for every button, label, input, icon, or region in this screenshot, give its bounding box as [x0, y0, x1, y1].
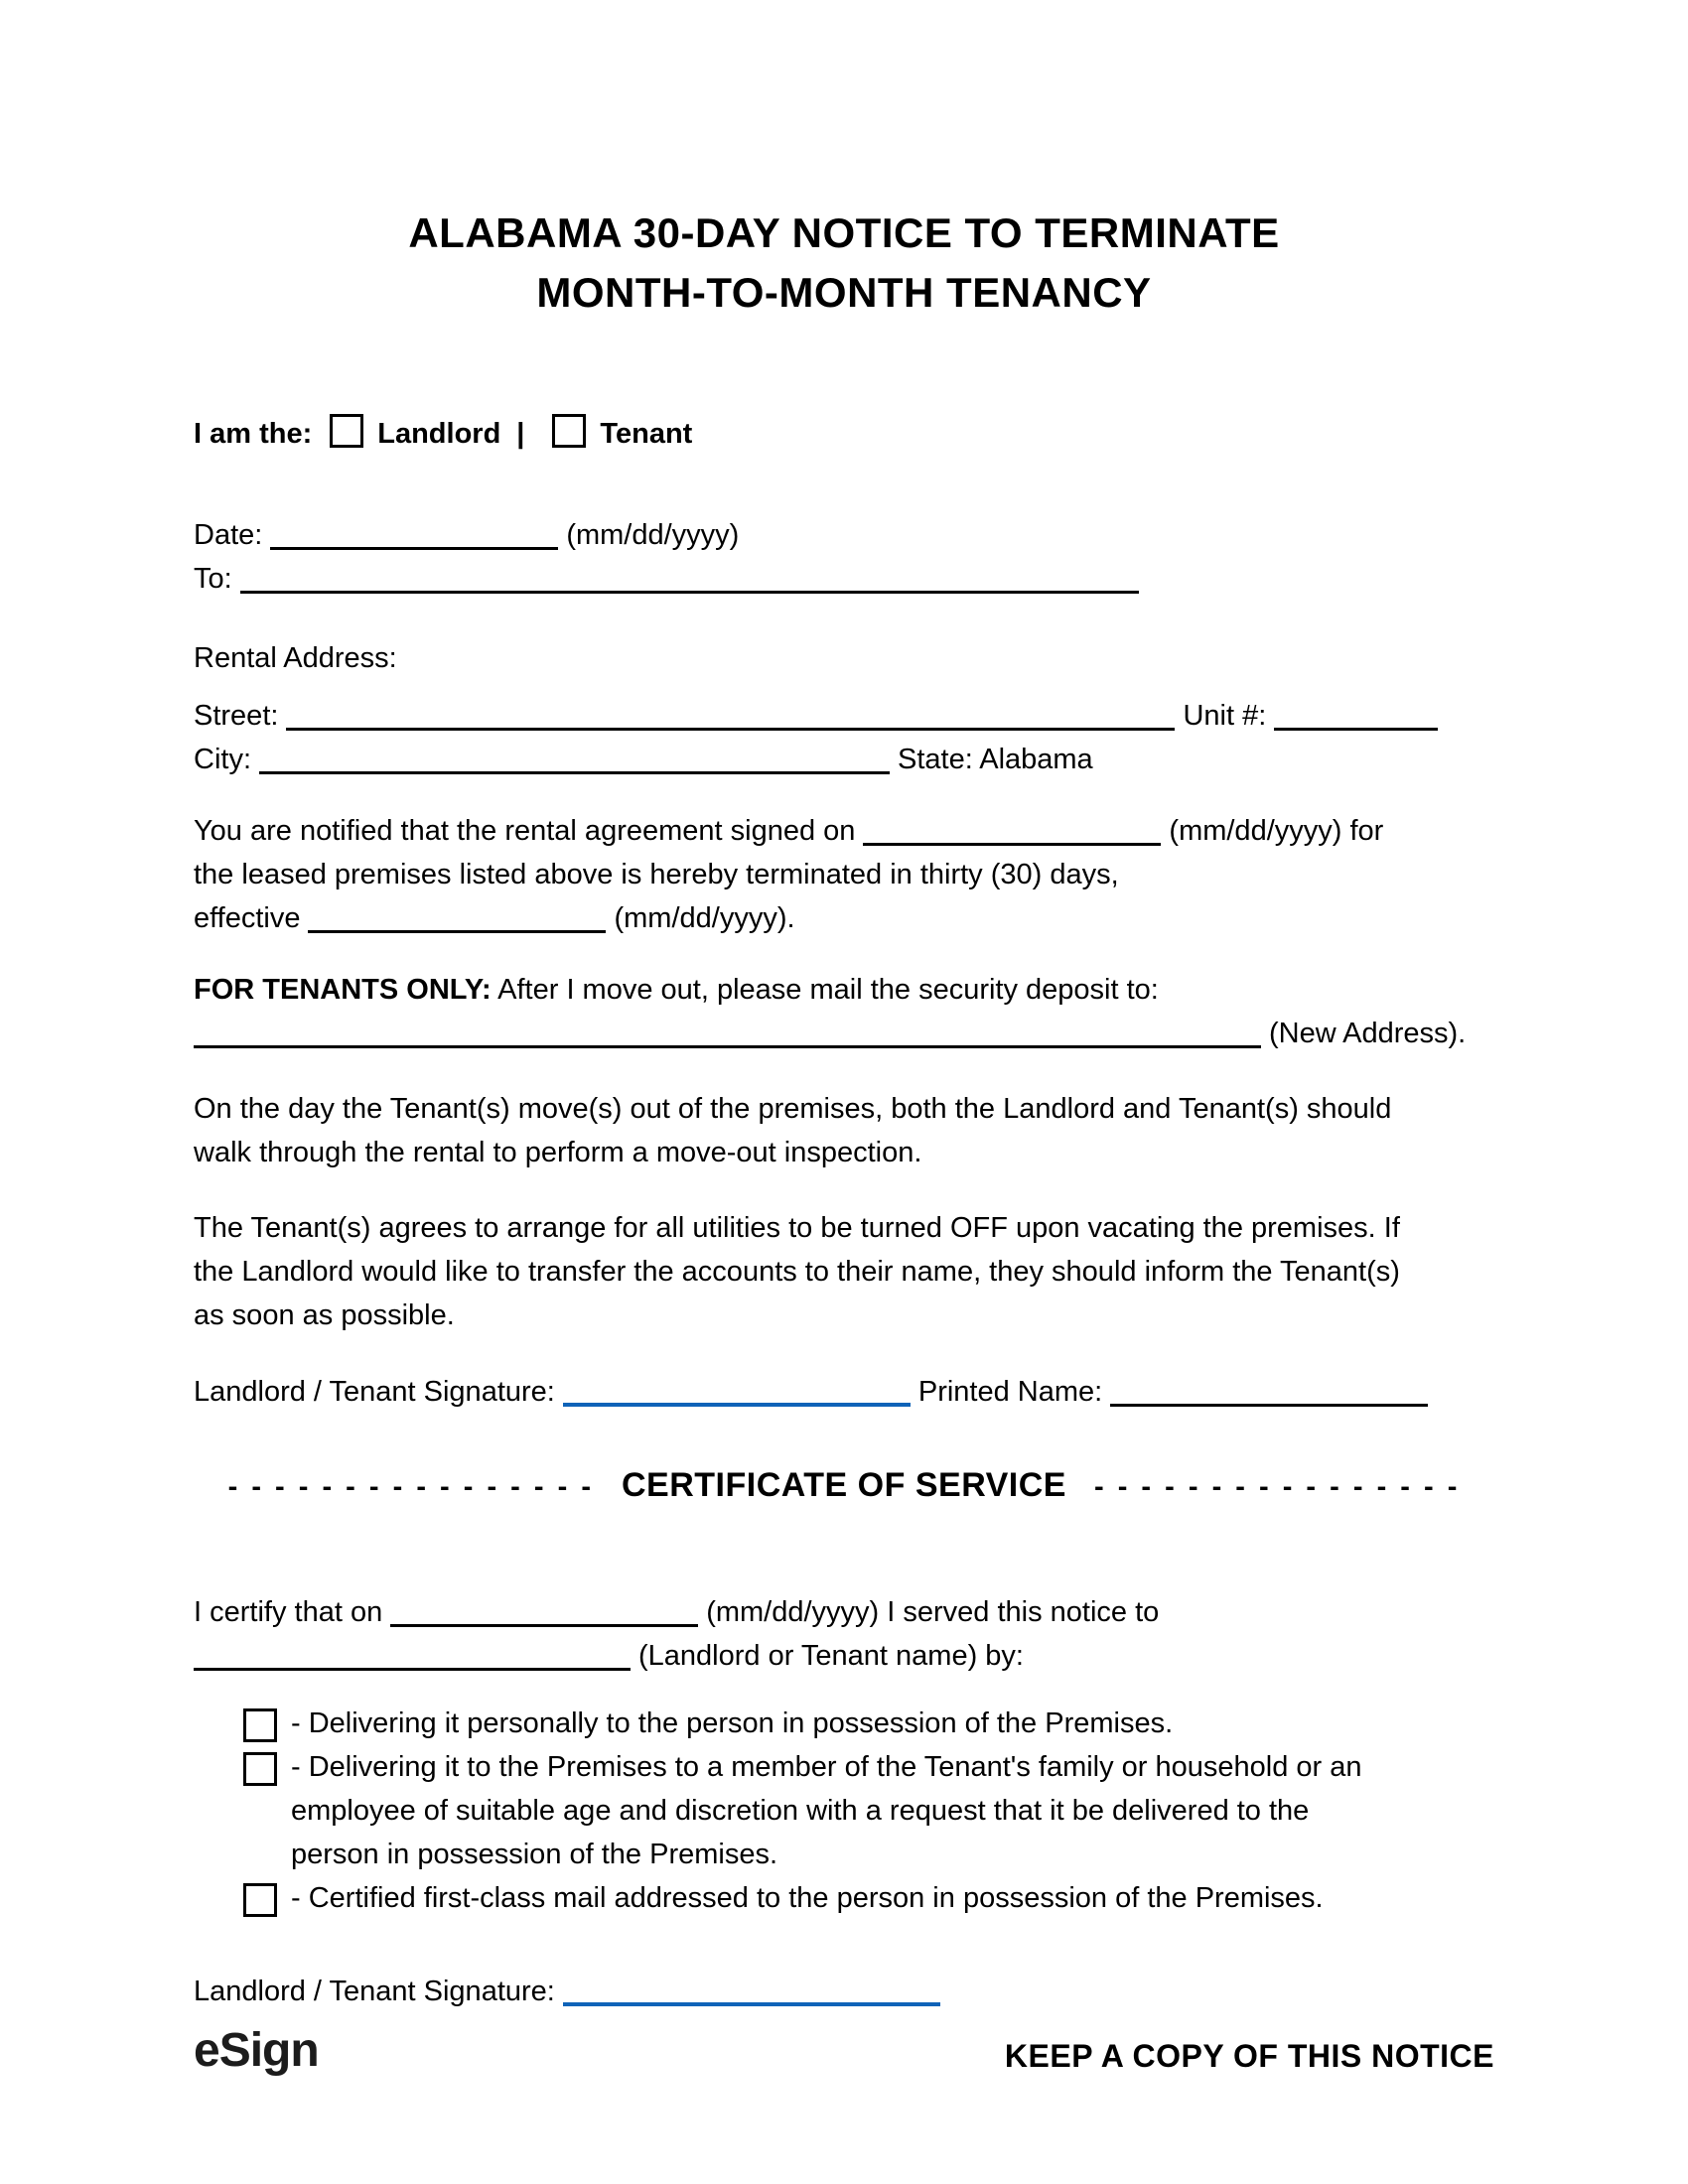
- utilities-line-1: The Tenant(s) agrees to arrange for all utilities to be turned OFF upon vacating the premises. If: [194, 1212, 1400, 1244]
- signature-input-line[interactable]: [563, 1391, 911, 1407]
- certificate-of-service-header: [194, 1463, 1494, 1509]
- new-address-hint: (New Address).: [1269, 1018, 1467, 1049]
- certify-line-2-hint: (Landlord or Tenant name) by:: [638, 1640, 1024, 1672]
- personal-delivery-checkbox[interactable]: [243, 1708, 277, 1742]
- landlord-label: Landlord: [377, 418, 501, 450]
- effective-date-input-line[interactable]: [308, 918, 606, 933]
- certify-line-1-hint: (mm/dd/yyyy) I served this notice to: [706, 1596, 1160, 1628]
- date-label: Date:: [194, 519, 263, 551]
- page-title: [194, 204, 1494, 323]
- household-delivery-line-1: - Delivering it to the Premises to a member of the Tenant's family or household or an: [291, 1751, 1362, 1783]
- role-selection-row: [194, 412, 1494, 456]
- street-line: [194, 694, 1494, 738]
- new-address-input-line[interactable]: [194, 1033, 1261, 1048]
- street-label: Street:: [194, 700, 279, 732]
- personal-delivery-line-1: - Delivering it personally to the person in possession of the Premises.: [291, 1707, 1174, 1739]
- city-input-line[interactable]: [259, 759, 890, 774]
- tenants-only-line-1: [194, 968, 1494, 1012]
- utilities-line-3: as soon as possible.: [194, 1299, 455, 1331]
- certified-mail-line-1: - Certified first-class mail addressed to the person in possession of the Premises.: [291, 1882, 1324, 1914]
- household-delivery-line-3: person in possession of the Premises.: [291, 1839, 778, 1870]
- notice-line-1-text: You are notified that the rental agreement signed on: [194, 815, 856, 847]
- utilities-line-2: the Landlord would like to transfer the accounts to their name, they should inform the Tenant(s): [194, 1256, 1400, 1288]
- tenants-only-text: After I move out, please mail the security deposit to:: [497, 974, 1159, 1006]
- title-line-1: ALABAMA 30-DAY NOTICE TO TERMINATE: [408, 209, 1280, 256]
- final-signature-label: Landlord / Tenant Signature:: [194, 1976, 555, 2007]
- service-method-item-personal: [243, 1702, 1494, 1745]
- served-name-input-line[interactable]: [194, 1656, 631, 1671]
- moveout-line-2: walk through the rental to perform a move-out inspection.: [194, 1137, 922, 1168]
- certified-mail-text: [291, 1876, 1324, 1920]
- to-line: [194, 557, 1494, 601]
- moveout-line-1: On the day the Tenant(s) move(s) out of the premises, both the Landlord and Tenant(s) should: [194, 1093, 1392, 1125]
- certify-line-1-text: I certify that on: [194, 1596, 383, 1628]
- date-line: [194, 513, 1494, 557]
- tenants-only-line-2: [194, 1012, 1494, 1055]
- certify-line-2: [194, 1634, 1494, 1678]
- certificate-dashes-right: - - - - - - - - - - - - - - - -: [1094, 1471, 1461, 1503]
- certify-line-1: [194, 1590, 1494, 1634]
- esign-logo: eSign: [194, 2024, 319, 2077]
- utilities-paragraph: [194, 1206, 1494, 1337]
- certificate-dashes-left: - - - - - - - - - - - - - - - -: [227, 1471, 594, 1503]
- final-signature-input-line[interactable]: [563, 1990, 940, 2006]
- notice-line-2: the leased premises listed above is hereby terminated in thirty (30) days,: [194, 859, 1119, 890]
- personal-delivery-text: [291, 1702, 1173, 1745]
- city-label: City:: [194, 744, 251, 775]
- signature-label: Landlord / Tenant Signature:: [194, 1376, 555, 1408]
- notice-line-1-hint: (mm/dd/yyyy) for: [1169, 815, 1384, 847]
- tenants-only-section: [194, 968, 1494, 1055]
- printed-name-input-line[interactable]: [1110, 1392, 1428, 1407]
- to-label: To:: [194, 563, 232, 595]
- rental-address-section: [194, 694, 1494, 781]
- printed-name-label: Printed Name:: [917, 1376, 1103, 1408]
- service-date-input-line[interactable]: [390, 1612, 698, 1627]
- service-method-list: [194, 1702, 1494, 1920]
- unit-input-line[interactable]: [1274, 716, 1438, 731]
- final-signature-row: [194, 1970, 1494, 2013]
- landlord-checkbox[interactable]: [330, 414, 363, 448]
- street-input-line[interactable]: [286, 716, 1175, 731]
- service-method-item-household: [243, 1745, 1494, 1876]
- rental-address-heading: Rental Address:: [194, 642, 397, 674]
- signature-row: [194, 1370, 1494, 1414]
- household-delivery-checkbox[interactable]: [243, 1752, 277, 1786]
- notice-line-3-text: effective: [194, 902, 301, 934]
- city-line: [194, 738, 1494, 781]
- date-to-section: [194, 513, 1494, 601]
- tenant-checkbox[interactable]: [552, 414, 586, 448]
- notice-line-3-hint: (mm/dd/yyyy).: [614, 902, 795, 934]
- household-delivery-text: [291, 1745, 1362, 1876]
- date-input-line[interactable]: [270, 535, 558, 550]
- household-delivery-line-2: employee of suitable age and discretion with a request that it be delivered to the: [291, 1795, 1310, 1827]
- title-line-2: MONTH-TO-MONTH TENANCY: [536, 269, 1152, 316]
- certified-mail-checkbox[interactable]: [243, 1883, 277, 1917]
- tenant-label: Tenant: [600, 418, 693, 450]
- notice-line-3: [194, 896, 1494, 940]
- role-divider: |: [516, 418, 525, 450]
- certificate-heading: CERTIFICATE OF SERVICE: [621, 1466, 1066, 1504]
- notice-line-1: [194, 809, 1494, 853]
- role-prompt: I am the:: [194, 418, 313, 450]
- keep-copy-note: KEEP A COPY OF THIS NOTICE: [1004, 2037, 1494, 2074]
- certify-statement: [194, 1590, 1494, 1678]
- page-footer: [194, 2024, 1494, 2077]
- to-input-line[interactable]: [240, 579, 1139, 594]
- agreement-date-input-line[interactable]: [863, 831, 1161, 846]
- service-method-item-mail: [243, 1876, 1494, 1920]
- unit-label: Unit #:: [1183, 700, 1267, 732]
- termination-notice-paragraph: [194, 809, 1494, 940]
- tenants-only-label: FOR TENANTS ONLY:: [194, 974, 492, 1006]
- state-text: State: Alabama: [898, 744, 1093, 775]
- moveout-inspection-paragraph: [194, 1087, 1494, 1174]
- date-format-hint: (mm/dd/yyyy): [566, 519, 740, 551]
